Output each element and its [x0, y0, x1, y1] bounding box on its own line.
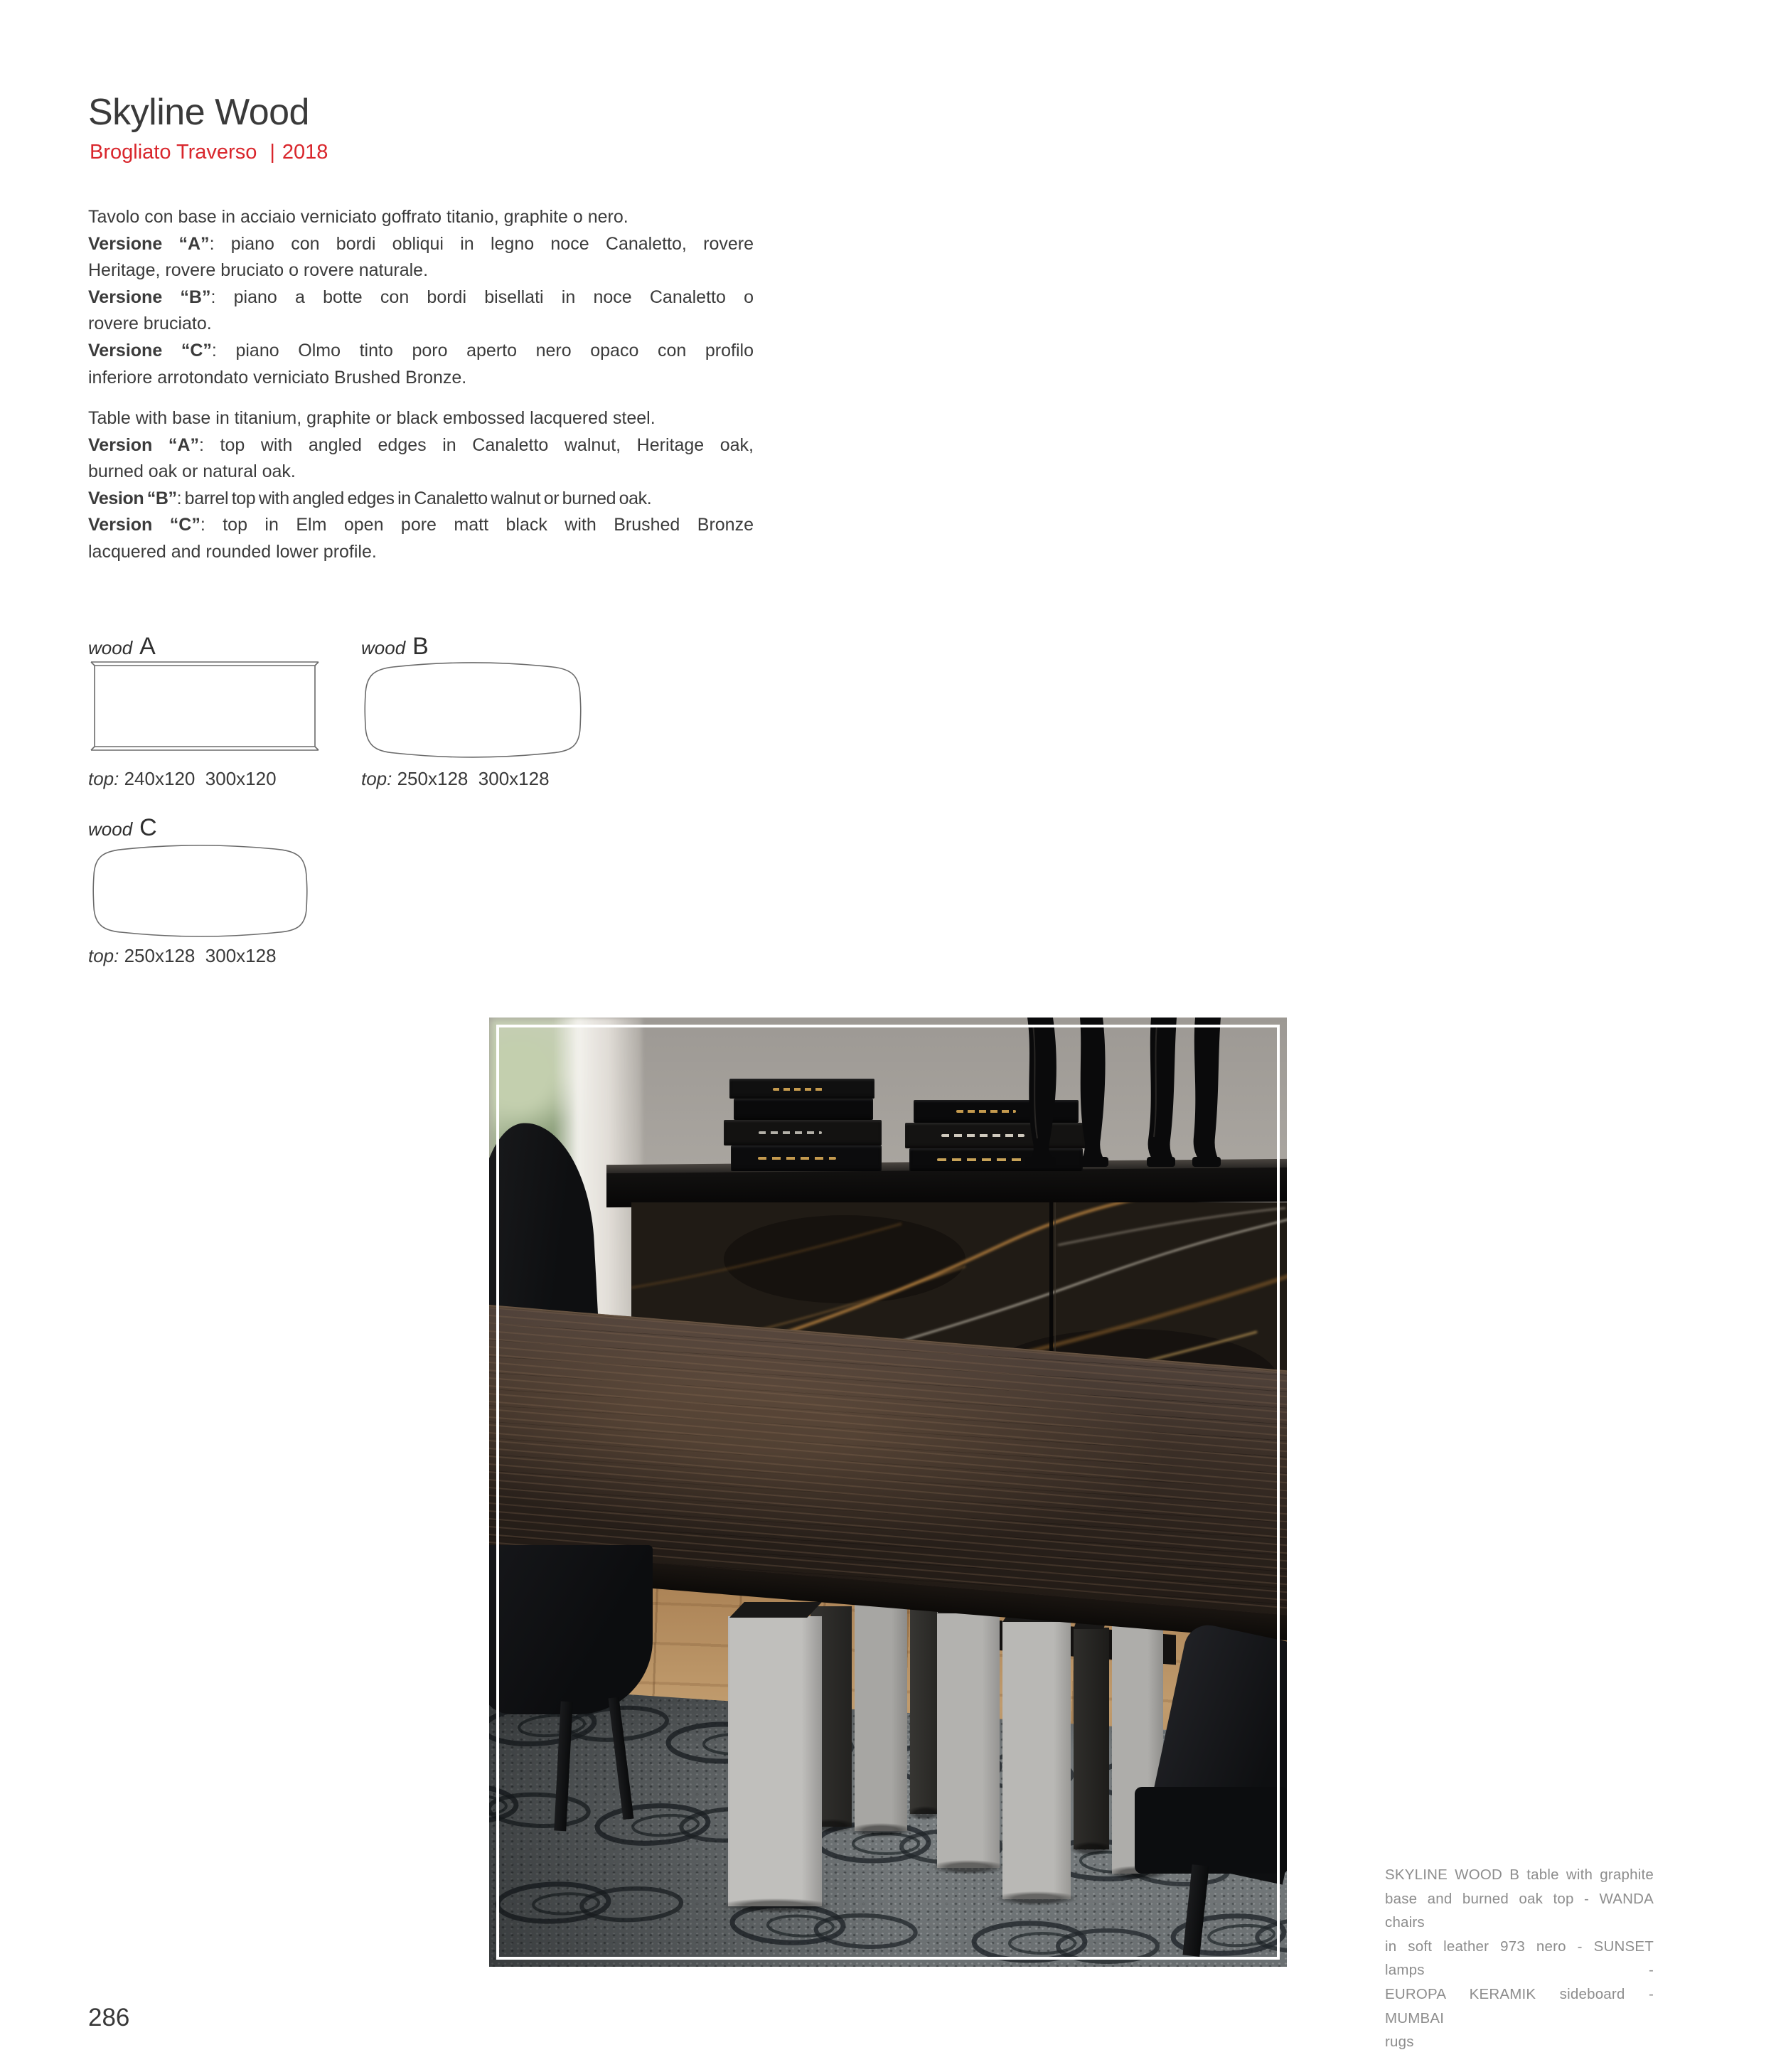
- top-word: top:: [88, 945, 119, 966]
- description-line: Tavolo con base in acciaio verniciato goffrato titanio, graphite o nero.: [88, 207, 628, 227]
- description-line: Versione “A”: piano con bordi obliqui in legno noce Canaletto, rovere: [88, 233, 754, 254]
- top-word: top:: [361, 768, 392, 789]
- diagram-c-prefix: wood: [88, 818, 133, 840]
- diagram-a-letter: A: [139, 633, 156, 660]
- diagram-b-letter: B: [412, 633, 429, 660]
- description-line: Vesion “B”: barrel top with angled edges in Canaletto walnut or burned oak.: [88, 488, 652, 508]
- base-column-silver-2: [937, 1612, 1000, 1868]
- diagram-a-prefix: wood: [88, 637, 133, 658]
- diagram-b-label: [361, 633, 429, 661]
- top-word: top:: [88, 768, 119, 789]
- description-line: Heritage, rovere bruciato o rovere naturale.: [88, 260, 429, 281]
- description-line: Versione “C”: piano Olmo tinto poro aperto nero opaco con profilo: [88, 340, 754, 361]
- description-line: Versione “B”: piano a botte con bordi bisellati in noce Canaletto o: [88, 287, 754, 307]
- diagram-a-label: [88, 633, 156, 661]
- base-column-dark-2: [910, 1608, 940, 1814]
- chair-right-seat: [1135, 1787, 1287, 1874]
- description-line: Version “A”: top with angled edges in Canaletto walnut, Heritage oak,: [88, 434, 754, 455]
- base-column-silver-3: [1002, 1620, 1071, 1899]
- diagram-c-dimensions: [88, 945, 277, 967]
- diagram-c-sizes: 250x128 300x128: [119, 945, 277, 966]
- diagram-b-top-shape: [360, 661, 585, 759]
- base-column-silver-front: [728, 1616, 822, 1906]
- diagram-c-label: [88, 814, 157, 842]
- horse-sculpture: [1012, 1018, 1234, 1173]
- book-stack-left: [724, 1073, 889, 1171]
- caption-line: rugs: [1385, 2034, 1414, 2051]
- description-line: rovere bruciato.: [88, 314, 212, 334]
- diagram-b-sizes: 250x128 300x128: [392, 768, 550, 789]
- separator: |: [269, 141, 275, 164]
- description-line: inferiore arrotondato verniciato Brushed Bronze.: [88, 367, 467, 388]
- photo-caption: [1385, 1863, 1654, 2054]
- page-title: Skyline Wood: [88, 92, 309, 133]
- product-photo: [489, 1018, 1287, 1967]
- description-italian: [88, 204, 754, 391]
- description-line: lacquered and rounded lower profile.: [88, 541, 377, 562]
- caption-line: base and burned oak top - WANDA chairs: [1385, 1890, 1654, 1931]
- diagram-a-top-shape: [90, 661, 320, 752]
- diagram-b-prefix: wood: [361, 637, 406, 658]
- caption-line: EUROPA KERAMIK sideboard - MUMBAI: [1385, 1985, 1654, 2026]
- diagram-a-dimensions: [88, 768, 277, 790]
- description-line: Table with base in titanium, graphite or black embossed lacquered steel.: [88, 408, 656, 428]
- collection-year: 2018: [282, 141, 328, 164]
- sideboard-top-edge: [606, 1168, 1287, 1207]
- description-line: burned oak or natural oak.: [88, 461, 296, 482]
- chair-left-seat: [489, 1545, 653, 1714]
- diagram-a-sizes: 240x120 300x120: [119, 768, 277, 789]
- diagram-b-dimensions: [361, 768, 550, 790]
- base-column-silver-1: [855, 1605, 907, 1831]
- designer-line: [90, 141, 328, 164]
- designer-name: Brogliato Traverso: [90, 141, 257, 164]
- base-column-dark-3: [1074, 1628, 1109, 1849]
- description-english: [88, 405, 754, 566]
- caption-line: in soft leather 973 nero - SUNSET lamps -: [1385, 1938, 1654, 1979]
- diagram-c-top-shape: [89, 843, 311, 938]
- diagram-c-letter: C: [139, 814, 157, 841]
- page-number: 286: [88, 2004, 130, 2031]
- description-line: Version “C”: top in Elm open pore matt black with Brushed Bronze: [88, 515, 754, 535]
- caption-line: SKYLINE WOOD B table with graphite: [1385, 1867, 1654, 1883]
